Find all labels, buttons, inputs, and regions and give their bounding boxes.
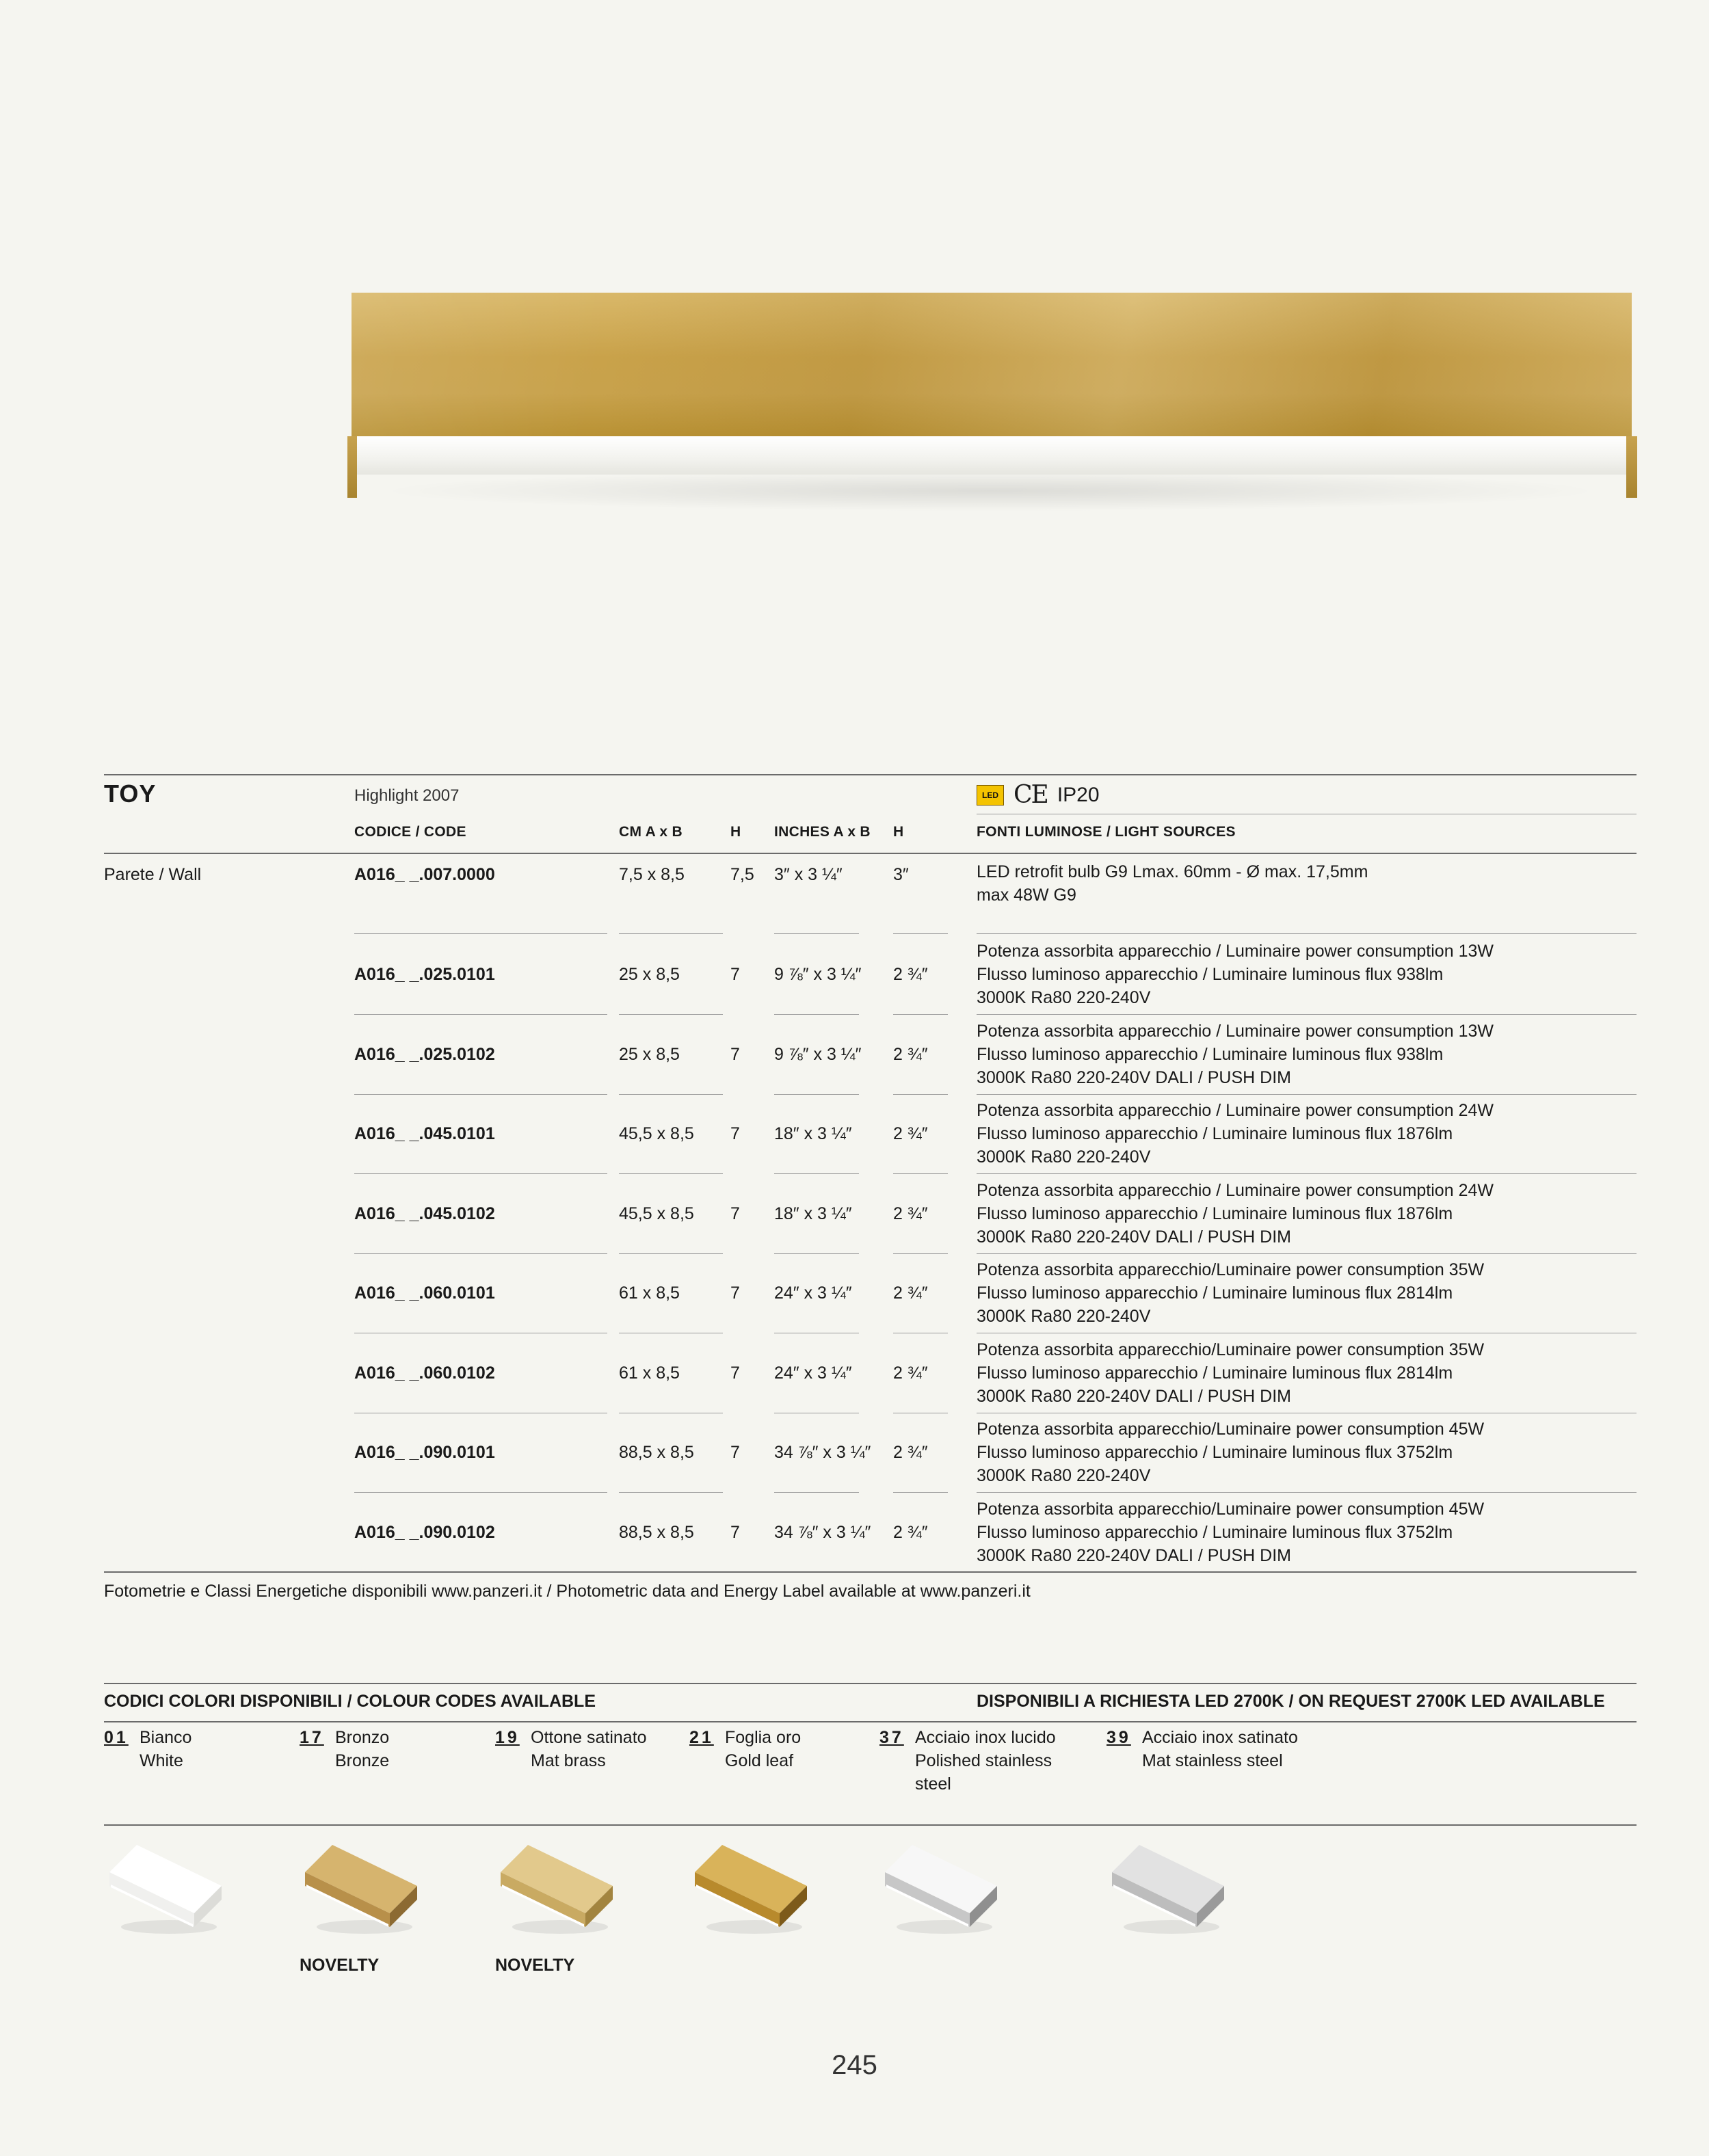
row-light-source-line: Potenza assorbita apparecchio/Luminaire power consumption 35W bbox=[977, 1340, 1485, 1359]
row-separator bbox=[774, 1014, 859, 1015]
row-h-inches: 2 ¾″ bbox=[893, 1363, 928, 1383]
row-light-source-line: 3000K Ra80 220-240V bbox=[977, 988, 1151, 1007]
row-separator bbox=[977, 933, 1637, 934]
row-light-source-line: Flusso luminoso apparecchio / Luminaire luminous flux 3752lm bbox=[977, 1522, 1453, 1542]
finish-thumbnail-polished-steel bbox=[879, 1839, 1003, 1942]
row-cm: 45,5 x 8,5 bbox=[619, 1203, 694, 1223]
row-light-source-line: Potenza assorbita apparecchio / Luminaire power consumption 24W bbox=[977, 1180, 1494, 1200]
photometric-note: Fotometrie e Classi Energetiche disponibili www.panzeri.it / Photometric data and Energy Label available at www.panzeri.it bbox=[104, 1582, 1031, 1601]
row-light-source-line: Potenza assorbita apparecchio / Luminaire power consumption 24W bbox=[977, 1101, 1494, 1120]
row-h-inches: 2 ¾″ bbox=[893, 1522, 928, 1542]
led-badge-icon: LED bbox=[977, 785, 1004, 806]
product-highlight: Highlight 2007 bbox=[354, 786, 460, 805]
row-light-source-line: 3000K Ra80 220-240V DALI / PUSH DIM bbox=[977, 1227, 1291, 1247]
row-separator bbox=[354, 1173, 607, 1174]
row-light-source-line: Flusso luminoso apparecchio / Luminaire luminous flux 938lm bbox=[977, 1044, 1444, 1064]
gold-leaf-body bbox=[352, 293, 1632, 436]
header-inches: INCHES A x B bbox=[774, 824, 871, 840]
row-code: A016_ _.090.0101 bbox=[354, 1443, 495, 1462]
row-h: 7 bbox=[730, 1522, 740, 1542]
row-light-source-line: max 48W G9 bbox=[977, 886, 1076, 905]
row-light-source-line: Flusso luminoso apparecchio / Luminaire luminous flux 3752lm bbox=[977, 1443, 1453, 1462]
row-code: A016_ _.007.0000 bbox=[354, 865, 495, 884]
row-light-source-line: Potenza assorbita apparecchio / Luminaire power consumption 13W bbox=[977, 1021, 1494, 1041]
row-inches: 9 ⅞″ x 3 ¼″ bbox=[774, 965, 862, 984]
product-name: TOY bbox=[104, 780, 157, 808]
row-inches: 9 ⅞″ x 3 ¼″ bbox=[774, 1044, 862, 1064]
row-separator bbox=[774, 1492, 859, 1493]
novelty-label-brass: NOVELTY bbox=[495, 1956, 575, 1975]
row-separator bbox=[354, 1492, 607, 1493]
row-light-source-line: Potenza assorbita apparecchio/Luminaire power consumption 35W bbox=[977, 1260, 1485, 1279]
colour-code-number: 39 bbox=[1107, 1728, 1131, 1747]
row-cm: 45,5 x 8,5 bbox=[619, 1124, 694, 1143]
certifications bbox=[977, 781, 1100, 809]
row-cm: 88,5 x 8,5 bbox=[619, 1522, 694, 1542]
row-separator bbox=[619, 933, 723, 934]
row-separator bbox=[977, 1173, 1637, 1174]
colour-name-line: Acciaio inox lucido bbox=[915, 1728, 1056, 1747]
colour-codes-header: CODICI COLORI DISPONIBILI / COLOUR CODES AVAILABLE bbox=[104, 1692, 596, 1711]
row-cm: 61 x 8,5 bbox=[619, 1283, 680, 1303]
row-light-source-line: Potenza assorbita apparecchio/Luminaire power consumption 45W bbox=[977, 1499, 1485, 1519]
row-light-source-line: 3000K Ra80 220-240V bbox=[977, 1307, 1151, 1326]
colour-top-rule bbox=[104, 1683, 1637, 1684]
row-cm: 88,5 x 8,5 bbox=[619, 1443, 694, 1462]
finish-thumbnail-mat-steel bbox=[1107, 1839, 1230, 1942]
row-h: 7 bbox=[730, 1443, 740, 1462]
row-separator bbox=[354, 1094, 607, 1095]
product-hero-image bbox=[347, 293, 1637, 518]
header-code: CODICE / CODE bbox=[354, 824, 466, 840]
row-separator bbox=[354, 1253, 607, 1254]
row-code: A016_ _.025.0101 bbox=[354, 965, 495, 984]
row-h-inches: 2 ¾″ bbox=[893, 1124, 928, 1143]
finish-thumbnail-bronze bbox=[300, 1839, 423, 1942]
row-separator bbox=[619, 1094, 723, 1095]
row-light-source-line: 3000K Ra80 220-240V bbox=[977, 1466, 1151, 1485]
row-separator bbox=[354, 933, 607, 934]
row-light-source-line: Flusso luminoso apparecchio / Luminaire luminous flux 1876lm bbox=[977, 1203, 1453, 1223]
row-h-inches: 3″ bbox=[893, 865, 909, 884]
row-separator bbox=[619, 1253, 723, 1254]
row-h-inches: 2 ¾″ bbox=[893, 1443, 928, 1462]
mount-type: Parete / Wall bbox=[104, 865, 202, 884]
row-code: A016_ _.060.0101 bbox=[354, 1283, 495, 1303]
colour-name-line: Mat brass bbox=[531, 1751, 606, 1770]
row-code: A016_ _.025.0102 bbox=[354, 1044, 495, 1064]
row-separator bbox=[893, 1094, 948, 1095]
row-inches: 18″ x 3 ¼″ bbox=[774, 1203, 852, 1223]
row-inches: 18″ x 3 ¼″ bbox=[774, 1124, 852, 1143]
row-code: A016_ _.060.0102 bbox=[354, 1363, 495, 1383]
colour-bottom-rule bbox=[104, 1824, 1637, 1826]
row-separator bbox=[619, 1014, 723, 1015]
row-light-source-line: Flusso luminoso apparecchio / Luminaire luminous flux 2814lm bbox=[977, 1363, 1453, 1383]
row-h-inches: 2 ¾″ bbox=[893, 1044, 928, 1064]
colour-name-line: Foglia oro bbox=[725, 1728, 801, 1747]
row-code: A016_ _.045.0101 bbox=[354, 1124, 495, 1143]
colour-name-line: steel bbox=[915, 1774, 951, 1794]
row-inches: 24″ x 3 ¼″ bbox=[774, 1283, 852, 1303]
colour-name-line: Ottone satinato bbox=[531, 1728, 647, 1747]
row-separator bbox=[774, 1094, 859, 1095]
row-h-inches: 2 ¾″ bbox=[893, 965, 928, 984]
colour-name-line: Acciaio inox satinato bbox=[1142, 1728, 1298, 1747]
header-rule bbox=[104, 853, 1637, 854]
colour-name-line: Gold leaf bbox=[725, 1751, 794, 1770]
row-separator bbox=[977, 1094, 1637, 1095]
ip-rating: IP20 bbox=[1057, 783, 1100, 806]
row-cm: 25 x 8,5 bbox=[619, 965, 680, 984]
row-separator bbox=[354, 1014, 607, 1015]
led-2700k-header: DISPONIBILI A RICHIESTA LED 2700K / ON REQUEST 2700K LED AVAILABLE bbox=[977, 1692, 1605, 1711]
row-inches: 34 ⅞″ x 3 ¼″ bbox=[774, 1522, 871, 1542]
colour-name-line: Polished stainless bbox=[915, 1751, 1052, 1770]
row-separator bbox=[893, 1014, 948, 1015]
row-separator bbox=[619, 1492, 723, 1493]
row-cm: 25 x 8,5 bbox=[619, 1044, 680, 1064]
novelty-label-bronze: NOVELTY bbox=[300, 1956, 380, 1975]
row-code: A016_ _.090.0102 bbox=[354, 1522, 495, 1542]
page-number: 245 bbox=[832, 2050, 877, 2080]
row-cm: 7,5 x 8,5 bbox=[619, 865, 685, 884]
colour-name-line: White bbox=[140, 1751, 183, 1770]
row-h: 7 bbox=[730, 1044, 740, 1064]
row-separator bbox=[774, 1253, 859, 1254]
row-separator bbox=[619, 1173, 723, 1174]
row-separator bbox=[774, 933, 859, 934]
colour-code-number: 21 bbox=[689, 1728, 714, 1747]
row-separator bbox=[893, 1492, 948, 1493]
finish-thumbnail-gold-leaf bbox=[689, 1839, 812, 1942]
colour-name-line: Bronzo bbox=[335, 1728, 390, 1747]
row-separator bbox=[893, 1173, 948, 1174]
row-inches: 34 ⅞″ x 3 ¼″ bbox=[774, 1443, 871, 1462]
row-light-source-line: Potenza assorbita apparecchio/Luminaire power consumption 45W bbox=[977, 1420, 1485, 1439]
row-separator bbox=[774, 1173, 859, 1174]
header-cm: CM A x B bbox=[619, 824, 683, 840]
ce-mark-icon: CE bbox=[1014, 781, 1048, 809]
colour-code-number: 37 bbox=[879, 1728, 904, 1747]
colour-name-line: Bianco bbox=[140, 1728, 192, 1747]
row-h-inches: 2 ¾″ bbox=[893, 1203, 928, 1223]
colour-code-number: 19 bbox=[495, 1728, 520, 1747]
table-bottom-rule bbox=[104, 1571, 1637, 1573]
row-separator bbox=[977, 1492, 1637, 1493]
row-h: 7 bbox=[730, 1283, 740, 1303]
row-light-source-line: Potenza assorbita apparecchio / Luminaire power consumption 13W bbox=[977, 942, 1494, 961]
row-h: 7 bbox=[730, 1203, 740, 1223]
header-light-sources: FONTI LUMINOSE / LIGHT SOURCES bbox=[977, 824, 1236, 840]
finish-thumbnail-white bbox=[104, 1839, 227, 1942]
row-light-source-line: 3000K Ra80 220-240V DALI / PUSH DIM bbox=[977, 1545, 1291, 1565]
row-inches: 24″ x 3 ¼″ bbox=[774, 1363, 852, 1383]
row-light-source-line: Flusso luminoso apparecchio / Luminaire luminous flux 1876lm bbox=[977, 1124, 1453, 1143]
row-h: 7 bbox=[730, 1124, 740, 1143]
row-cm: 61 x 8,5 bbox=[619, 1363, 680, 1383]
colour-header-rule bbox=[104, 1721, 1637, 1722]
row-separator bbox=[977, 1014, 1637, 1015]
row-light-source-line: 3000K Ra80 220-240V bbox=[977, 1147, 1151, 1167]
row-separator bbox=[893, 933, 948, 934]
row-separator bbox=[977, 1253, 1637, 1254]
diffuser bbox=[352, 436, 1632, 475]
row-light-source-line: 3000K Ra80 220-240V DALI / PUSH DIM bbox=[977, 1386, 1291, 1406]
top-rule bbox=[104, 774, 1637, 775]
row-light-source-line: 3000K Ra80 220-240V DALI / PUSH DIM bbox=[977, 1067, 1291, 1087]
colour-name-line: Mat stainless steel bbox=[1142, 1751, 1283, 1770]
row-code: A016_ _.045.0102 bbox=[354, 1203, 495, 1223]
row-h: 7,5 bbox=[730, 865, 754, 884]
row-h-inches: 2 ¾″ bbox=[893, 1283, 928, 1303]
row-inches: 3″ x 3 ¼″ bbox=[774, 865, 843, 884]
header-h-inches: H bbox=[893, 824, 904, 840]
header-h: H bbox=[730, 824, 741, 840]
row-h: 7 bbox=[730, 1363, 740, 1383]
colour-name-line: Bronze bbox=[335, 1751, 390, 1770]
row-light-source-line: Flusso luminoso apparecchio / Luminaire luminous flux 938lm bbox=[977, 965, 1444, 984]
row-light-source-line: Flusso luminoso apparecchio / Luminaire luminous flux 2814lm bbox=[977, 1283, 1453, 1303]
row-light-source-line: LED retrofit bulb G9 Lmax. 60mm - Ø max. 17,5mm bbox=[977, 862, 1368, 881]
row-h: 7 bbox=[730, 965, 740, 984]
row-separator bbox=[893, 1253, 948, 1254]
colour-code-number: 01 bbox=[104, 1728, 129, 1747]
finish-thumbnail-brass bbox=[495, 1839, 618, 1942]
colour-code-number: 17 bbox=[300, 1728, 324, 1747]
